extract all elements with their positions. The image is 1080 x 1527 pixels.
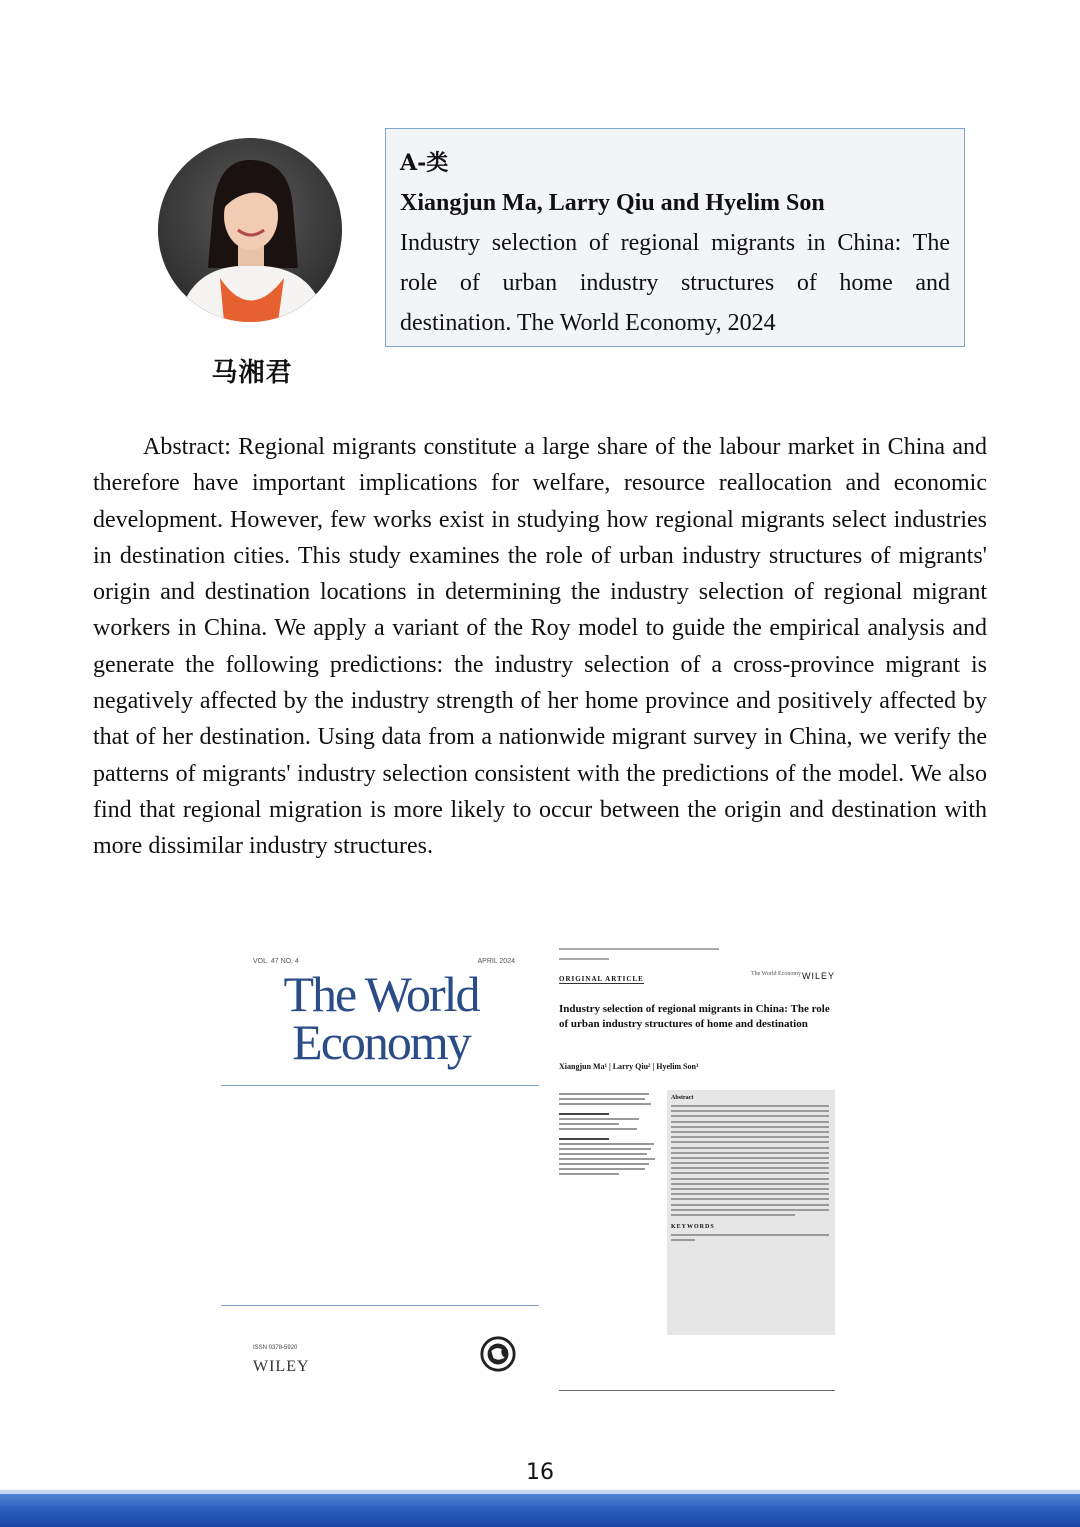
article-abstract-heading: Abstract (671, 1095, 694, 1101)
logo-line-2: Economy (292, 1014, 470, 1070)
article-abstract-box (667, 1090, 835, 1335)
logo-line-1: The World (283, 966, 479, 1022)
journal-logo (261, 966, 501, 1070)
cover-date: APRIL 2024 (477, 958, 515, 965)
article-doi-line (559, 958, 609, 960)
journal-figure (221, 940, 841, 1400)
cover-issn: ISSN 0378-5920 (253, 1345, 298, 1351)
article-keywords-heading: KEYWORDS (671, 1223, 715, 1230)
cover-rule-top (221, 1085, 539, 1086)
author-portrait-image (158, 138, 342, 322)
article-publisher: WILEY (801, 971, 835, 981)
publication-category: A-类 (400, 150, 449, 176)
article-label: ORIGINAL ARTICLE (559, 975, 644, 983)
journal-cover (221, 940, 541, 1400)
footer-stripe (0, 1490, 1080, 1494)
article-dates-line (559, 948, 719, 950)
footer-bar (0, 1490, 1080, 1527)
article-affiliations (559, 1090, 659, 1178)
article-footer-line (559, 1390, 835, 1391)
author-name: 马湘君 (211, 358, 293, 388)
page-number: 16 (526, 1460, 554, 1485)
cover-publisher: WILEY (253, 1358, 310, 1375)
publication-title: Industry selection of regional migrants in China: The role of urban industry structures of home and destination. The World Economy, 2024 (400, 230, 950, 336)
globe-icon (479, 1335, 517, 1373)
abstract-text: Abstract: Regional migrants constitute a large share of the labour market in China and therefore have important implications for welfare, resource reallocation and economic development. However, few works exist in studying how regional migrants select industries in destination cities. This study examines the role of urban industry structures of migrants' origin and destination locations in determining the industry selection of regional migrant workers in China. We apply a variant of the Roy model to guide the empirical analysis and generate the following predictions: the industry selection of a cross-province migrant is negatively affected by the industry strength of her home province and positively affected by that of her destination. Using data from a nationwide migrant survey in China, we verify the patterns of migrants' industry selection consistent with the predictions of the model. We also find that regional migration is more likely to occur between the origin and destination with more dissimilar industry structures. (93, 434, 987, 860)
cover-volume: VOL. 47 NO. 4 (253, 958, 299, 965)
publication-authors: Xiangjun Ma, Larry Qiu and Hyelim Son (400, 190, 825, 216)
cover-rule-bottom (221, 1305, 539, 1306)
publication-box (385, 128, 965, 347)
article-journal-name: The World Economy (750, 971, 801, 977)
author-photo (158, 138, 342, 322)
article-authors: Xiangjun Ma¹ | Larry Qiu² | Hyelim Son³ (559, 1062, 699, 1071)
article-first-page (559, 940, 839, 1400)
article-title: Industry selection of regional migrants in China: The role of urban industry structures of home and destination (559, 1003, 830, 1030)
